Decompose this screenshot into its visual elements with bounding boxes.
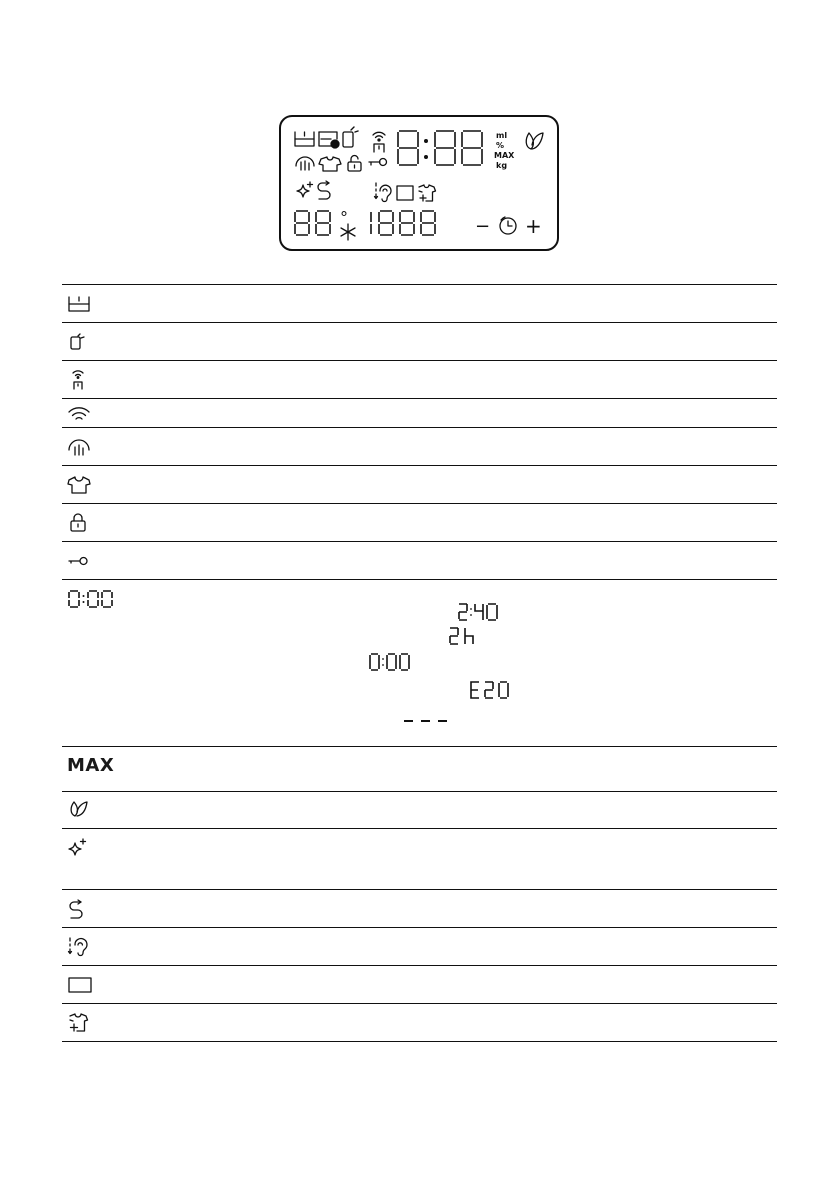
- example-delay-hours: [448, 626, 482, 646]
- table-row: [62, 466, 777, 504]
- door-lock-icon: [66, 512, 92, 534]
- table-row: [62, 399, 777, 428]
- table-row: [62, 361, 777, 399]
- degree-symbol: °: [340, 208, 348, 227]
- example-remaining-time: [457, 602, 499, 622]
- example-dashes: [402, 716, 450, 726]
- symbol-table: [62, 284, 777, 1042]
- unit-kg: kg: [496, 161, 508, 170]
- water-tub-icon: [66, 294, 92, 314]
- table-row: [62, 1004, 777, 1042]
- time-decrease-symbol: −: [475, 216, 491, 237]
- table-row: [62, 829, 777, 890]
- rinse-icon: [66, 898, 92, 920]
- max-indicator-label: MAX: [67, 755, 115, 776]
- table-row: [62, 285, 777, 323]
- table-row: [62, 890, 777, 928]
- table-row: [62, 323, 777, 361]
- drum-icon: [66, 974, 94, 996]
- child-lock-key-icon: [66, 552, 92, 570]
- eco-leaf-icon: [66, 799, 92, 821]
- example-end-time: [368, 652, 412, 672]
- control-panel-display: [279, 115, 559, 251]
- add-garment-icon: [66, 1011, 94, 1035]
- unit-max: MAX: [494, 151, 515, 160]
- steam-icon: [66, 436, 92, 458]
- table-row: [62, 966, 777, 1004]
- table-row: [62, 747, 777, 792]
- time-increase-symbol: +: [525, 214, 542, 238]
- unit-percent: %: [496, 141, 505, 150]
- wifi-icon: [66, 404, 92, 424]
- silent-ear-icon: [66, 936, 92, 958]
- unit-ml: ml: [496, 131, 508, 140]
- example-error-code: [469, 680, 511, 700]
- table-row: [62, 428, 777, 466]
- table-row: [62, 792, 777, 829]
- sparkle-icon: [66, 837, 92, 859]
- remote-start-icon: [66, 367, 92, 393]
- table-row: [62, 504, 777, 542]
- table-row: [62, 580, 777, 747]
- shirt-icon: [66, 474, 92, 496]
- phone-notification-icon: [66, 332, 92, 352]
- time-display-icon: [66, 588, 116, 610]
- table-row: [62, 928, 777, 966]
- table-row: [62, 542, 777, 580]
